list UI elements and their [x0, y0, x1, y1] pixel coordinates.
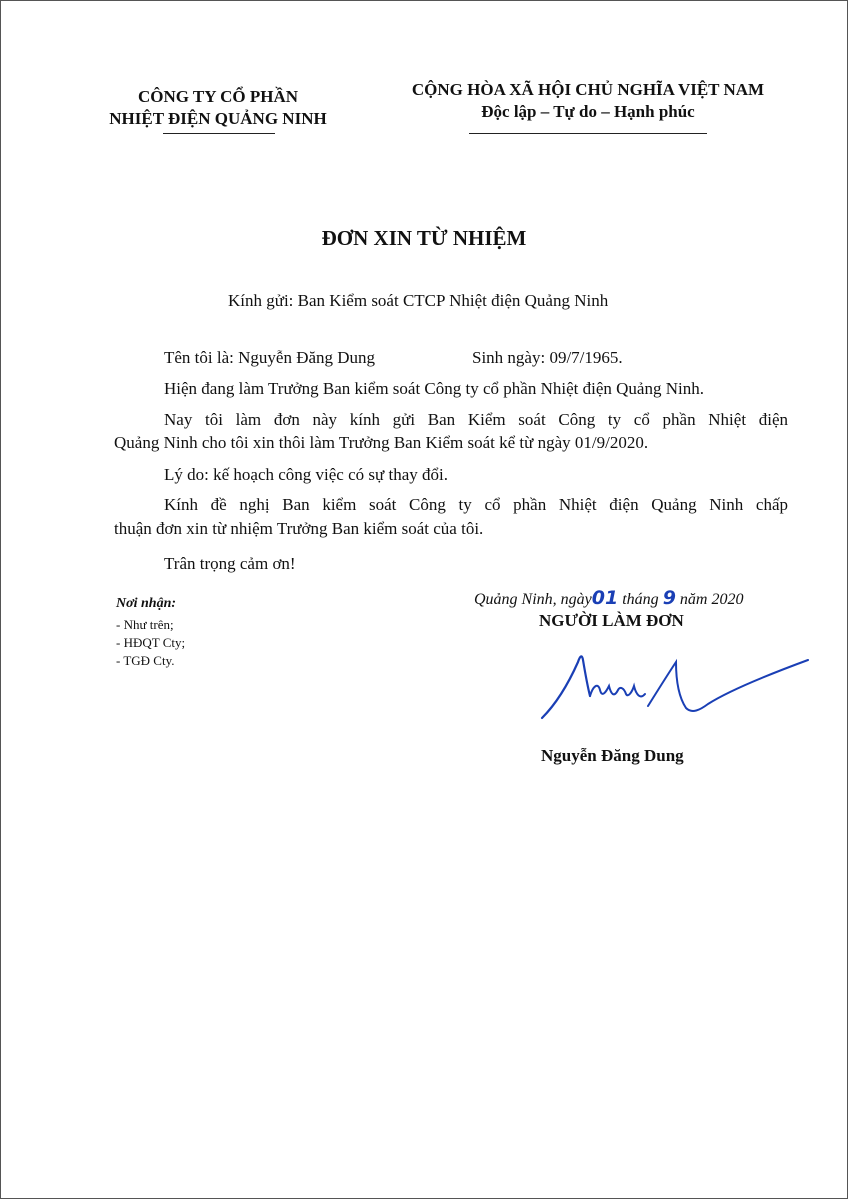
recipient-line: Kính gửi: Ban Kiểm soát CTCP Nhiệt điện Quảng Ninh — [228, 291, 609, 310]
recipient-item: - TGĐ Cty. — [116, 653, 175, 668]
company-underline — [163, 133, 275, 134]
request-line-1: Nay tôi làm đơn này kính gửi Ban Kiểm soát Công ty cổ phần Nhiệt điện — [164, 410, 788, 429]
nation-line-2: Độc lập – Tự do – Hạnh phúc — [481, 102, 695, 121]
date-day: 01 — [591, 587, 619, 609]
national-motto — [370, 79, 806, 123]
company-line-1: CÔNG TY CỔ PHẦN — [137, 87, 299, 106]
proposal-line-2: thuận đơn xin từ nhiệm Trưởng Ban kiểm soát của tôi. — [114, 519, 484, 538]
signature-stroke — [542, 656, 590, 718]
request-line-2: Quảng Ninh cho tôi xin thôi làm Trưởng Ban Kiểm soát kể từ ngày 01/9/2020. — [114, 433, 649, 452]
place-date-prefix: Quảng Ninh, ngày — [474, 591, 592, 608]
company-line-2: NHIỆT ĐIỆN QUẢNG NINH — [109, 109, 327, 128]
nation-line-1: CỘNG HÒA XÃ HỘI CHỦ NGHĨA VIỆT NAM — [411, 80, 765, 99]
signature-image — [530, 650, 820, 725]
recipient-item: - Như trên; — [116, 617, 174, 632]
signer-name: Nguyễn Đăng Dung — [541, 746, 684, 765]
year-label: năm 2020 — [679, 591, 744, 608]
month-label: tháng — [622, 591, 659, 608]
proposal-line-1: Kính đề nghị Ban kiểm soát Công ty cổ phần Nhiệt điện Quảng Ninh chấp — [164, 495, 788, 514]
company-name — [82, 86, 354, 130]
date-month: 9 — [662, 587, 676, 609]
document-title: ĐƠN XIN TỪ NHIỆM — [321, 226, 527, 250]
recipient-item: - HĐQT Cty; — [116, 635, 186, 650]
recipients-label: Nơi nhận: — [116, 596, 177, 611]
place-date — [474, 587, 743, 609]
motto-underline — [469, 133, 707, 134]
applicant-name: Tên tôi là: Nguyễn Đăng Dung — [164, 348, 376, 367]
signature-stroke — [590, 686, 645, 697]
signature-stroke — [648, 660, 808, 711]
signer-title: NGƯỜI LÀM ĐƠN — [539, 611, 684, 630]
thanks-line: Trân trọng cảm ơn! — [164, 554, 296, 573]
current-position: Hiện đang làm Trưởng Ban kiểm soát Công ty cổ phần Nhiệt điện Quảng Ninh. — [164, 379, 704, 398]
reason-line: Lý do: kế hoạch công việc có sự thay đổi. — [164, 465, 448, 484]
applicant-birthdate: Sinh ngày: 09/7/1965. — [472, 348, 623, 367]
